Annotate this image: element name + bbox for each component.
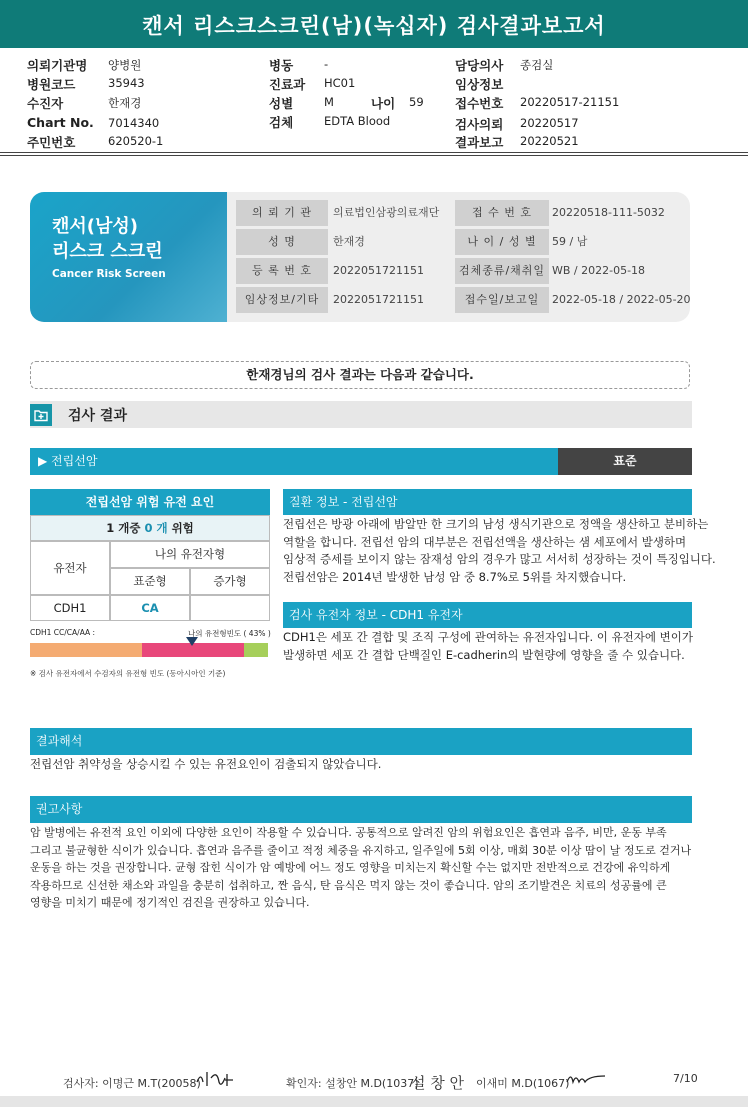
info-value: 20220517-21151 [520,95,620,109]
info-value: - [324,57,329,71]
frequency-segment [244,643,268,657]
info-label: 성별 [269,96,294,111]
bottom-strip [0,1096,748,1107]
card-value: 2022-05-18 / 2022-05-20 [552,293,691,306]
info-value: 620520-1 [108,134,164,148]
freq-note: ※ 검사 유전자에서 수검자의 유전형 빈도 (동아시아인 기준) [30,669,226,678]
category-bar: ▶ 전립선암 [30,448,558,475]
info-label: 접수번호 [455,96,504,111]
age-value: 59 [409,95,424,109]
card-value: WB / 2022-05-18 [552,264,646,277]
report-title: 캔서 리스크스크린(남)(녹십자) 검사결과보고서 [0,0,748,48]
info-value: HC01 [324,76,356,90]
info-label: 진료과 [269,77,306,92]
text-line: 발생하면 세포 간 결합 단백질인 E-cadherin의 발현량에 영향을 줄 수 있습니다. [283,647,685,662]
risk-count [30,515,270,541]
freq-left-label: CDH1 CC/CA/AA : [30,628,96,637]
info-value: EDTA Blood [324,114,391,128]
third-signature [565,1070,607,1090]
card-key: 나 이 / 성 별 [455,229,549,255]
card-key: 접수일/보고일 [455,287,549,313]
info-value: 7014340 [108,116,160,130]
card-value: 20220518-111-5032 [552,206,665,219]
text-line: CDH1은 세포 간 결합 및 조직 구성에 관여하는 유전자입니다. 이 유전자에 변이가 [283,630,693,644]
col-inc-header: 증가형 [190,568,270,595]
text-line: 작용하므로 신선한 채소와 과일을 충분히 섭취하고, 짠 음식, 탄 음식은 먹지 않는 것이 좋습니다. 암의 조기발견은 치료의 성공률에 큰 [30,878,667,892]
age-label: 나이 [371,96,396,111]
genotype-marker [186,637,198,646]
info-label: 검체 [269,115,294,130]
confirmer-signature: 설 창 안 [411,1074,465,1092]
card-subtitle: Cancer Risk Screen [52,268,166,280]
info-label: Chart No. [27,115,94,130]
folder-plus-icon [30,404,52,426]
freq-right-label: 나의 유전형빈도 ( 43% ) [188,629,271,638]
info-value: M [324,95,334,109]
card-title-2: 리스크 스크린 [52,241,163,262]
disease-info-text [283,516,716,586]
risk-count-num: 0 개 [144,521,168,535]
card-value: 한재경 [333,235,365,248]
std-genotype-cell: CA [110,595,190,621]
inc-genotype-cell [190,595,270,621]
interpretation-header: 결과해석 [30,728,692,755]
info-label: 병동 [269,58,294,73]
card-key: 검체종류/채취일 [455,258,549,284]
page-number: 7/10 [673,1072,698,1085]
info-label: 주민번호 [27,135,76,150]
info-value: 20220517 [520,116,579,130]
info-label: 의뢰기관명 [27,58,88,73]
divider [0,152,748,153]
info-value: 종검실 [520,58,554,72]
info-label: 병원코드 [27,77,76,92]
info-label: 임상정보 [455,77,504,92]
recommendation-text [30,824,691,912]
card-value: 2022051721151 [333,293,424,306]
card-badge [30,192,227,322]
text-line: 그리고 불균형한 식이가 있습니다. 흡연과 음주를 줄이고 적정 체중을 유지하고, 일주일에 5회 이상, 매회 30분 이상 땀이 날 정도로 걷거나 [30,843,692,857]
footer-third: 이새미 M.D(1067) [476,1077,570,1090]
card-title-1: 캔서(남성) [52,216,139,237]
text-line: 전립선은 방광 아래에 밤알만 한 크기의 남성 생식기관으로 정액을 생산하고 분비하는 [283,517,709,531]
divider [0,155,748,156]
disease-info-header: 질환 정보 - 전립선암 [283,489,692,515]
recommendation-header: 권고사항 [30,796,692,823]
info-label: 수진자 [27,96,64,111]
gene-table-title: 전립선암 위험 유전 요인 [30,489,270,515]
col-std-header: 표준형 [110,568,190,595]
card-value: 의료법인삼광의료재단 [333,206,440,219]
info-value: 20220521 [520,134,579,148]
section-title: 검사 결과 [68,408,127,424]
text-line: 암 발병에는 유전적 요인 이외에 다양한 요인이 작용할 수 있습니다. 공통적으로 알려진 암의 위험요인은 흡연과 음주, 비만, 운동 부족 [30,826,667,839]
risk-count-suffix: 위험 [167,521,194,535]
gene-info-header: 검사 유전자 정보 - CDH1 유전자 [283,602,692,628]
card-key: 접 수 번 호 [455,200,549,226]
text-line: 영향을 미치기 때문에 정기적인 검진을 권장하고 있습니다. [30,896,310,909]
info-label: 담당의사 [455,58,504,73]
text-line: 전립선암은 2014년 발생한 남성 암 중 8.7%로 5위를 차지했습니다. [283,569,627,584]
text-line: 역할을 합니다. 전립선 암의 대부분은 전립선액을 생산하는 샘 세포에서 발생하며 [283,534,687,549]
card-key: 등 록 번 호 [236,258,328,284]
col-my-header: 나의 유전자형 [110,541,270,568]
info-value: 한재경 [108,96,142,110]
footer-tester: 검사자: 이명근 M.T(20058) [63,1077,201,1090]
card-value: 59 / 남 [552,235,588,248]
frequency-segment [30,643,142,657]
risk-count-prefix: 1 개중 [106,521,145,535]
gene-info-text [283,629,693,664]
status-badge: 표준 [558,448,692,475]
interpretation-text: 전립선암 취약성을 상승시킬 수 있는 유전요인이 검출되지 않았습니다. [30,757,382,771]
card-key: 의 뢰 기 관 [236,200,328,226]
card-key: 성 명 [236,229,328,255]
section-header [30,401,692,428]
tester-signature [195,1068,240,1094]
info-label: 결과보고 [455,135,504,150]
result-summary: 한재경님의 검사 결과는 다음과 같습니다. [30,361,690,389]
info-value: 35943 [108,76,145,90]
gene-name-cell: CDH1 [30,595,110,621]
info-value: 양병원 [108,58,142,72]
card-key: 임상정보/기타 [236,287,328,313]
text-line: 임상적 증세를 보이지 않는 잠재성 암의 경우가 많고 서서히 성장하는 것이 특징입니다. [283,552,716,566]
footer-confirmer: 확인자: 설창안 M.D(1037) [286,1077,419,1090]
card-value: 2022051721151 [333,264,424,277]
text-line: 운동을 하는 것을 권장합니다. 균형 잡힌 식이가 암 예방에 어느 정도 영향을 미치는지 확신할 수는 없지만 전반적으로 건강에 유익하게 [30,861,671,874]
info-label: 검사의뢰 [455,117,504,132]
col-gene-header: 유전자 [30,541,110,595]
